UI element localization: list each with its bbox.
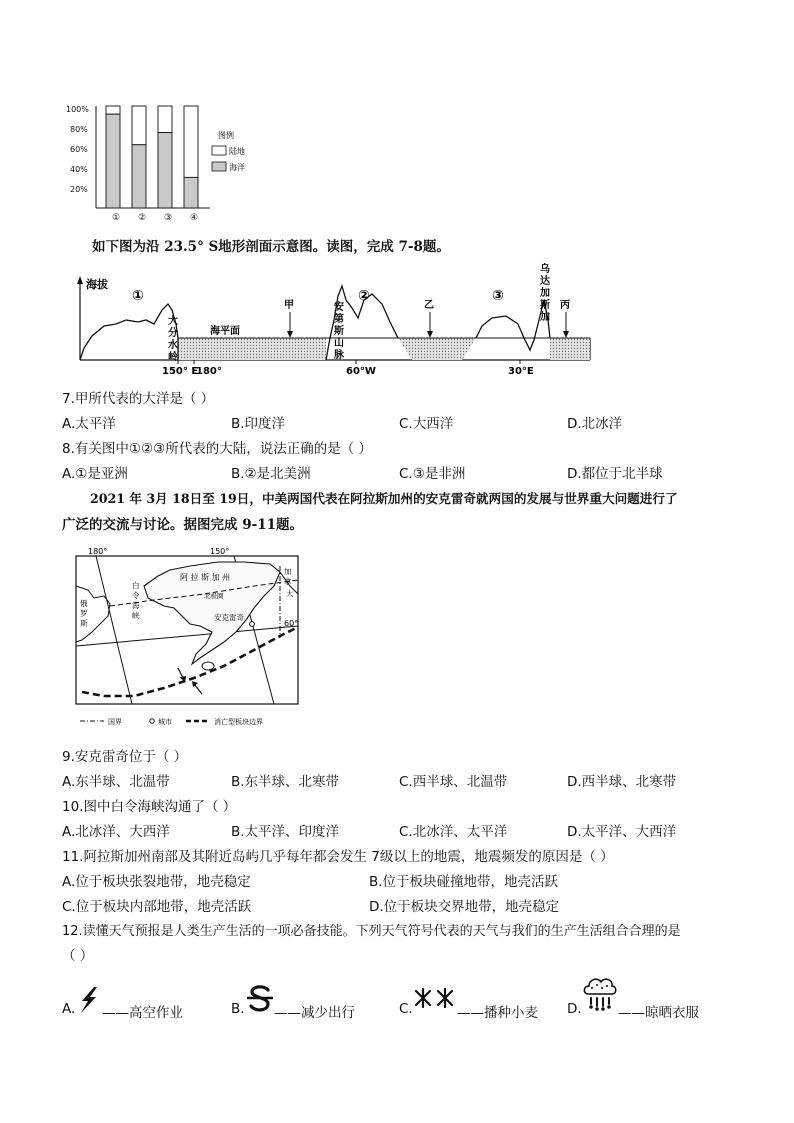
bar-ocean-1 xyxy=(106,114,120,208)
q9-option-d[interactable]: D.西半球、北寒带 xyxy=(567,774,677,790)
divide-char-3: 水 xyxy=(168,340,178,351)
bar-land-2 xyxy=(132,106,146,145)
q11-option-b[interactable]: B.位于板块碰撞地带，地壳活跃 xyxy=(369,874,559,890)
lon-180: 180° xyxy=(196,366,222,377)
q12-option-a-text: ——高空作业 xyxy=(102,1005,183,1021)
andes-char-2: 第 xyxy=(334,314,344,325)
q7-stem: 7.甲所代表的大洋是（ ） xyxy=(62,391,215,407)
q9-option-c[interactable]: C.西半球、北温带 xyxy=(399,774,508,790)
canada-char-3: 大 xyxy=(286,589,294,598)
bar-land-3 xyxy=(158,106,172,133)
q7-option-d[interactable]: D.北冰洋 xyxy=(567,416,623,432)
ocean-jia xyxy=(178,338,326,360)
profile-y-label: 海拔 xyxy=(86,278,108,291)
strait-char-4: 峡 xyxy=(132,611,140,620)
q12-stem-line2: （ ） xyxy=(62,948,94,964)
legend-ocean: 海洋 xyxy=(229,163,245,172)
bar-ocean-4 xyxy=(184,177,198,208)
continent-3-label: ③ xyxy=(492,288,504,304)
rain-cloud-icon xyxy=(582,974,618,1014)
uda-char-3: 加 xyxy=(540,288,550,299)
divide-char-4: 岭 xyxy=(168,352,178,363)
q10-option-a[interactable]: A.北冰洋、大西洋 xyxy=(62,824,170,840)
q12-option-b[interactable] xyxy=(231,1001,245,1017)
andes-char-1: 安 xyxy=(334,302,344,313)
q8-option-d[interactable]: D.都位于北半球 xyxy=(567,466,663,482)
lightning-icon xyxy=(78,986,100,1014)
uda-char-5: 加 xyxy=(540,312,550,323)
bar-label-2: ② xyxy=(138,213,147,223)
q9-stem: 9.安克雷奇位于（ ） xyxy=(62,749,188,765)
alaska-map xyxy=(74,546,302,730)
anchorage-label: 安克雷奇 xyxy=(214,613,244,622)
q12-stem-line1: 12.读懂天气预报是人类生产生活的一项必备技能。下列天气符号代表的天气与我们的生产生活组合合理的是 xyxy=(62,924,681,939)
legend-border-label: 国界 xyxy=(108,718,122,726)
q12-option-b-letter: B. xyxy=(231,1001,245,1017)
sandstorm-icon xyxy=(246,984,274,1014)
y-tick-80: 80% xyxy=(70,125,88,134)
q12-option-d-text: ——晾晒衣服 xyxy=(618,1005,699,1021)
uda-char-1: 乌 xyxy=(540,264,550,275)
q12-option-b-text: ——减少出行 xyxy=(274,1005,355,1021)
para2-line1: 2021 年 3月 18日至 19日，中美两国代表在阿拉斯加州的安克雷奇就两国的发展与世界重大问题进行了 xyxy=(90,491,678,506)
q8-stem: 8.有关图中①②③所代表的大陆，说法正确的是（ ） xyxy=(62,441,372,457)
andes-char-4: 山 xyxy=(334,338,344,349)
map-lat-60: 60° xyxy=(284,619,299,628)
lon-30e: 30°E xyxy=(508,366,534,377)
legend-title: 图例 xyxy=(218,131,234,140)
q8-option-c[interactable]: C.③是非洲 xyxy=(399,466,466,482)
map-lon-150: 150° xyxy=(210,547,230,556)
legend-plate-label: 消亡型板块边界 xyxy=(214,718,263,726)
snow-icon xyxy=(414,988,456,1008)
q7-option-b[interactable]: B.印度洋 xyxy=(231,416,286,432)
q8-option-a[interactable]: A.①是亚洲 xyxy=(62,466,128,482)
q10-option-d[interactable]: D.太平洋、大西洋 xyxy=(567,824,677,840)
bar-label-1: ① xyxy=(112,213,121,223)
q12-option-c-letter: C. xyxy=(399,1001,413,1017)
land-ocean-bar-chart xyxy=(60,96,260,224)
terrain-profile-diagram xyxy=(72,260,598,378)
ocean-yi xyxy=(398,338,476,360)
bar-label-4: ④ xyxy=(190,213,199,223)
q7-option-a[interactable]: A.太平洋 xyxy=(62,416,116,432)
continent-2-label: ② xyxy=(358,288,370,304)
siberia-char-1: 俄 xyxy=(80,599,88,608)
y-tick-60: 60% xyxy=(70,145,88,154)
legend-ocean-swatch xyxy=(212,162,226,171)
marker-yi: 乙 xyxy=(424,300,434,311)
uda-char-4: 斯 xyxy=(540,300,550,311)
continent-3-outline xyxy=(476,300,550,350)
bar-land-1 xyxy=(106,106,120,114)
legend-land: 陆地 xyxy=(229,147,245,156)
divide-char-1: 大 xyxy=(168,316,178,327)
canada-char-2: 拿 xyxy=(284,577,292,586)
arctic-circle-label: 北极圈 xyxy=(204,592,224,600)
q10-option-c[interactable]: C.北冰洋、太平洋 xyxy=(399,824,508,840)
bar-ocean-3 xyxy=(158,133,172,208)
alaska-label: 阿 拉 斯 加 州 xyxy=(180,573,231,582)
marker-bing: 丙 xyxy=(560,300,570,311)
q12-option-c-text: ——播种小麦 xyxy=(457,1005,538,1021)
bar-label-3: ③ xyxy=(164,213,173,223)
uda-char-2: 达 xyxy=(540,276,550,287)
y-tick-20: 20% xyxy=(70,185,88,194)
ocean-bing xyxy=(550,338,590,360)
andes-char-3: 斯 xyxy=(334,326,344,337)
q12-option-d-letter: D. xyxy=(567,1001,582,1017)
para2-line2: 广泛的交流与讨论。据图完成 9-11题。 xyxy=(62,517,303,533)
siberia-char-2: 罗 xyxy=(80,609,88,618)
anchorage-city-icon xyxy=(250,622,255,627)
strait-char-1: 白 xyxy=(132,581,140,590)
canada-char-1: 加 xyxy=(284,567,292,576)
q12-option-d[interactable] xyxy=(567,1001,582,1017)
bar-ocean-2 xyxy=(132,145,146,208)
q11-stem: 11.阿拉斯加州南部及其附近岛屿几乎每年都会发生 7级以上的地震，地震频发的原因是（ ） xyxy=(62,849,614,865)
q10-stem: 10.图中白令海峡沟通了（ ） xyxy=(62,799,237,815)
q11-option-a[interactable]: A.位于板块张裂地带，地壳稳定 xyxy=(62,874,251,890)
q12-option-a-letter: A. xyxy=(62,1001,76,1017)
q7-option-c[interactable]: C.大西洋 xyxy=(399,416,454,432)
andes-char-5: 脉 xyxy=(334,350,344,361)
continent-1-label: ① xyxy=(132,288,144,304)
legend-land-swatch xyxy=(212,146,226,155)
q9-option-a[interactable]: A.东半球、北温带 xyxy=(62,774,170,790)
q10-option-b[interactable]: B.太平洋、印度洋 xyxy=(231,824,340,840)
divide-char-2: 分 xyxy=(168,328,178,339)
lon-60w: 60°W xyxy=(346,366,376,377)
q12-option-a[interactable] xyxy=(62,1001,75,1017)
sea-level-label: 海平面 xyxy=(210,326,240,337)
continent-1-outline xyxy=(80,304,178,360)
q11-option-d[interactable]: D.位于板块交界地带，地壳稳定 xyxy=(369,899,560,915)
q9-option-b[interactable]: B.东半球、北寒带 xyxy=(231,774,340,790)
marker-jia: 甲 xyxy=(284,300,294,311)
y-tick-40: 40% xyxy=(70,165,88,174)
profile-intro: 如下图为沿 23.5° S地形剖面示意图。读图，完成 7-8题。 xyxy=(92,239,450,255)
q8-option-b[interactable]: B.②是北美洲 xyxy=(231,466,311,482)
siberia-char-3: 斯 xyxy=(80,619,88,628)
y-tick-100: 100% xyxy=(66,105,89,114)
strait-char-3: 海 xyxy=(132,601,140,610)
q12-option-c[interactable] xyxy=(399,1001,413,1017)
legend-city-label: 城市 xyxy=(158,718,172,726)
map-lon-180: 180° xyxy=(88,547,108,556)
lon-150e: 150° E xyxy=(162,366,199,377)
bar-land-4 xyxy=(184,106,198,177)
strait-char-2: 令 xyxy=(132,591,140,600)
q11-option-c[interactable]: C.位于板块内部地带，地壳活跃 xyxy=(62,899,252,915)
